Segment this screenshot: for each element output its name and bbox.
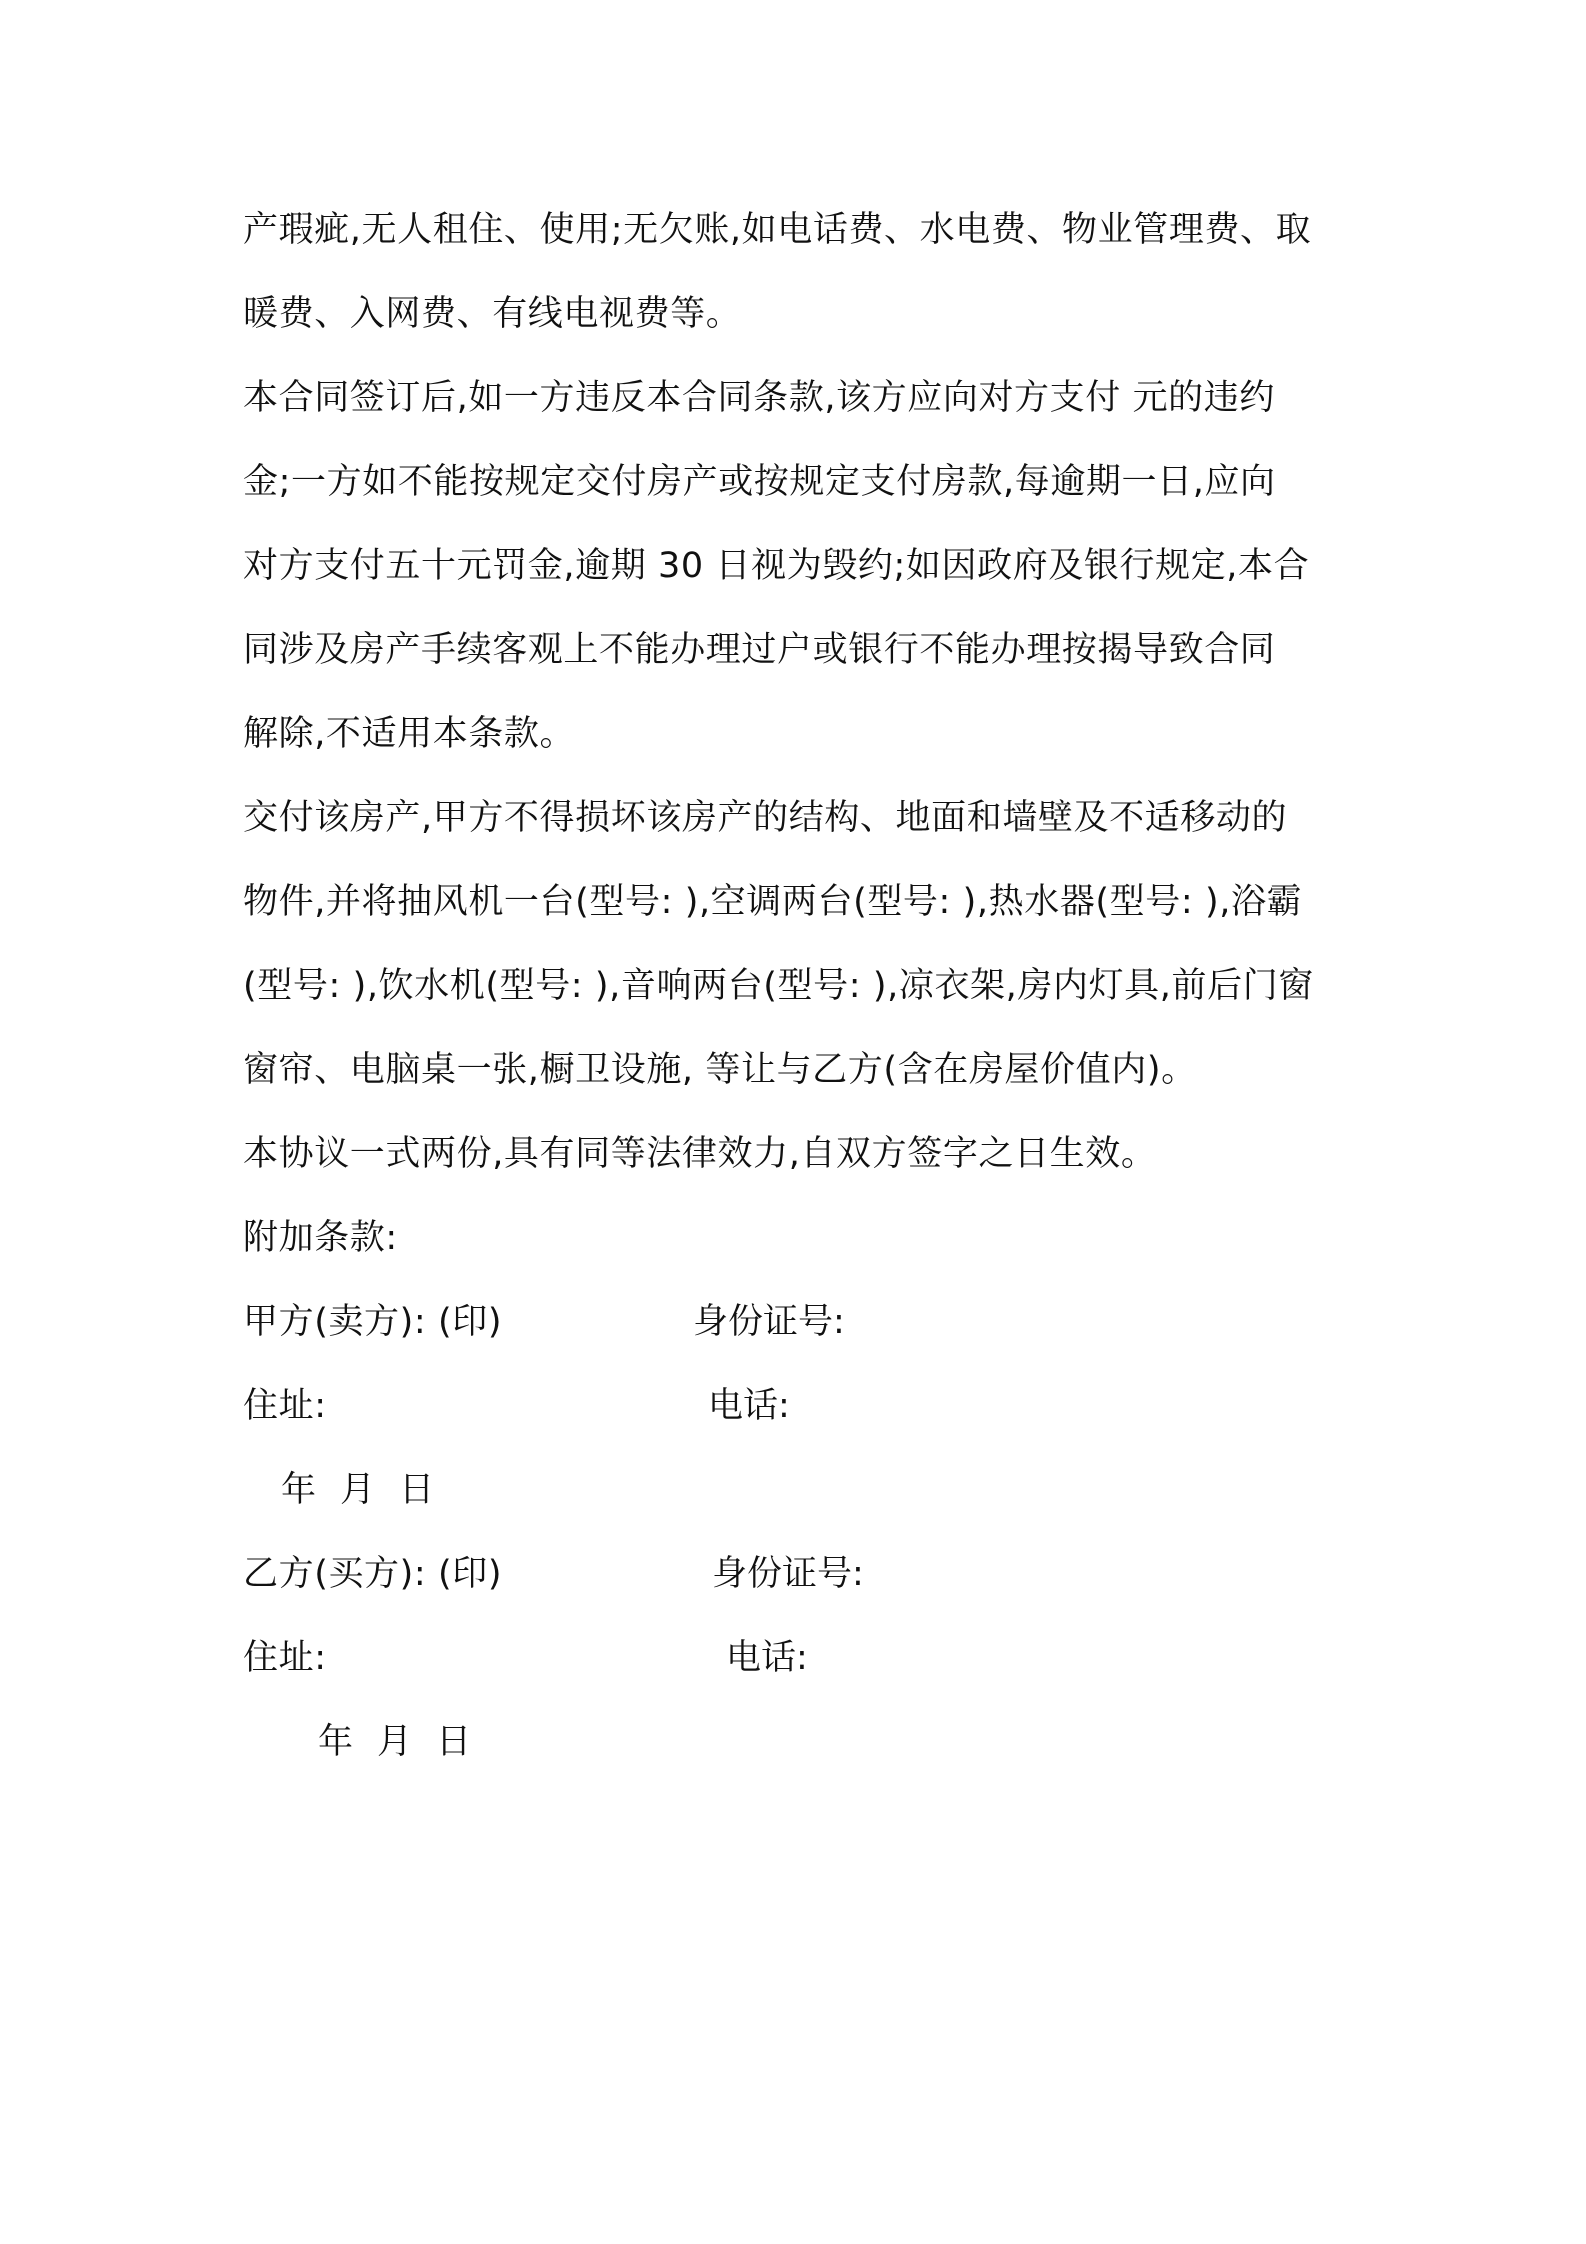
additional-terms-label: 附加条款: xyxy=(243,1218,398,1258)
clause-breach-line-3: 对方支付五十元罚金,逾期 30 日视为毁约;如因政府及银行规定,本合 xyxy=(243,546,1310,586)
party-a-date-label: 年 月 日 xyxy=(281,1470,435,1510)
party-a-id-label: 身份证号: xyxy=(693,1302,845,1342)
clause-validity: 本协议一式两份,具有同等法律效力,自双方签字之日生效。 xyxy=(243,1134,1157,1174)
clause-breach-line-2: 金;一方如不能按规定交付房产或按规定支付房款,每逾期一日,应向 xyxy=(243,462,1276,502)
clause-breach-line-4: 同涉及房产手续客观上不能办理过户或银行不能办理按揭导致合同 xyxy=(243,630,1276,670)
party-b-date-label: 年 月 日 xyxy=(318,1722,472,1762)
clause-delivery-line-2: 物件,并将抽风机一台(型号: ),空调两台(型号: ),热水器(型号: ),浴霸 xyxy=(243,882,1303,922)
party-b-name-label: 乙方(买方): (印) xyxy=(243,1554,503,1594)
party-b-address-label: 住址: xyxy=(243,1638,327,1678)
party-b-id-label: 身份证号: xyxy=(712,1554,864,1594)
party-b-phone-label: 电话: xyxy=(726,1638,808,1678)
party-a-address-label: 住址: xyxy=(243,1386,327,1426)
clause-delivery-line-4: 窗帘、电脑桌一张,橱卫设施, 等让与乙方(含在房屋价值内)。 xyxy=(243,1050,1197,1090)
clause-property-line-1: 产瑕疵,无人租住、使用;无欠账,如电话费、水电费、物业管理费、取 xyxy=(243,210,1312,250)
clause-delivery-line-3: (型号: ),饮水机(型号: ),音响两台(型号: ),凉衣架,房内灯具,前后门窗 xyxy=(243,966,1314,1006)
party-a-name-label: 甲方(卖方): (印) xyxy=(243,1302,503,1342)
clause-delivery-line-1: 交付该房产,甲方不得损坏该房产的结构、地面和墙壁及不适移动的 xyxy=(243,798,1288,838)
clause-property-line-2: 暖费、入网费、有线电视费等。 xyxy=(243,294,742,334)
party-a-phone-label: 电话: xyxy=(708,1386,790,1426)
clause-breach-line-1: 本合同签订后,如一方违反本合同条款,该方应向对方支付 元的违约 xyxy=(243,378,1275,418)
clause-breach-line-5: 解除,不适用本条款。 xyxy=(243,714,576,754)
